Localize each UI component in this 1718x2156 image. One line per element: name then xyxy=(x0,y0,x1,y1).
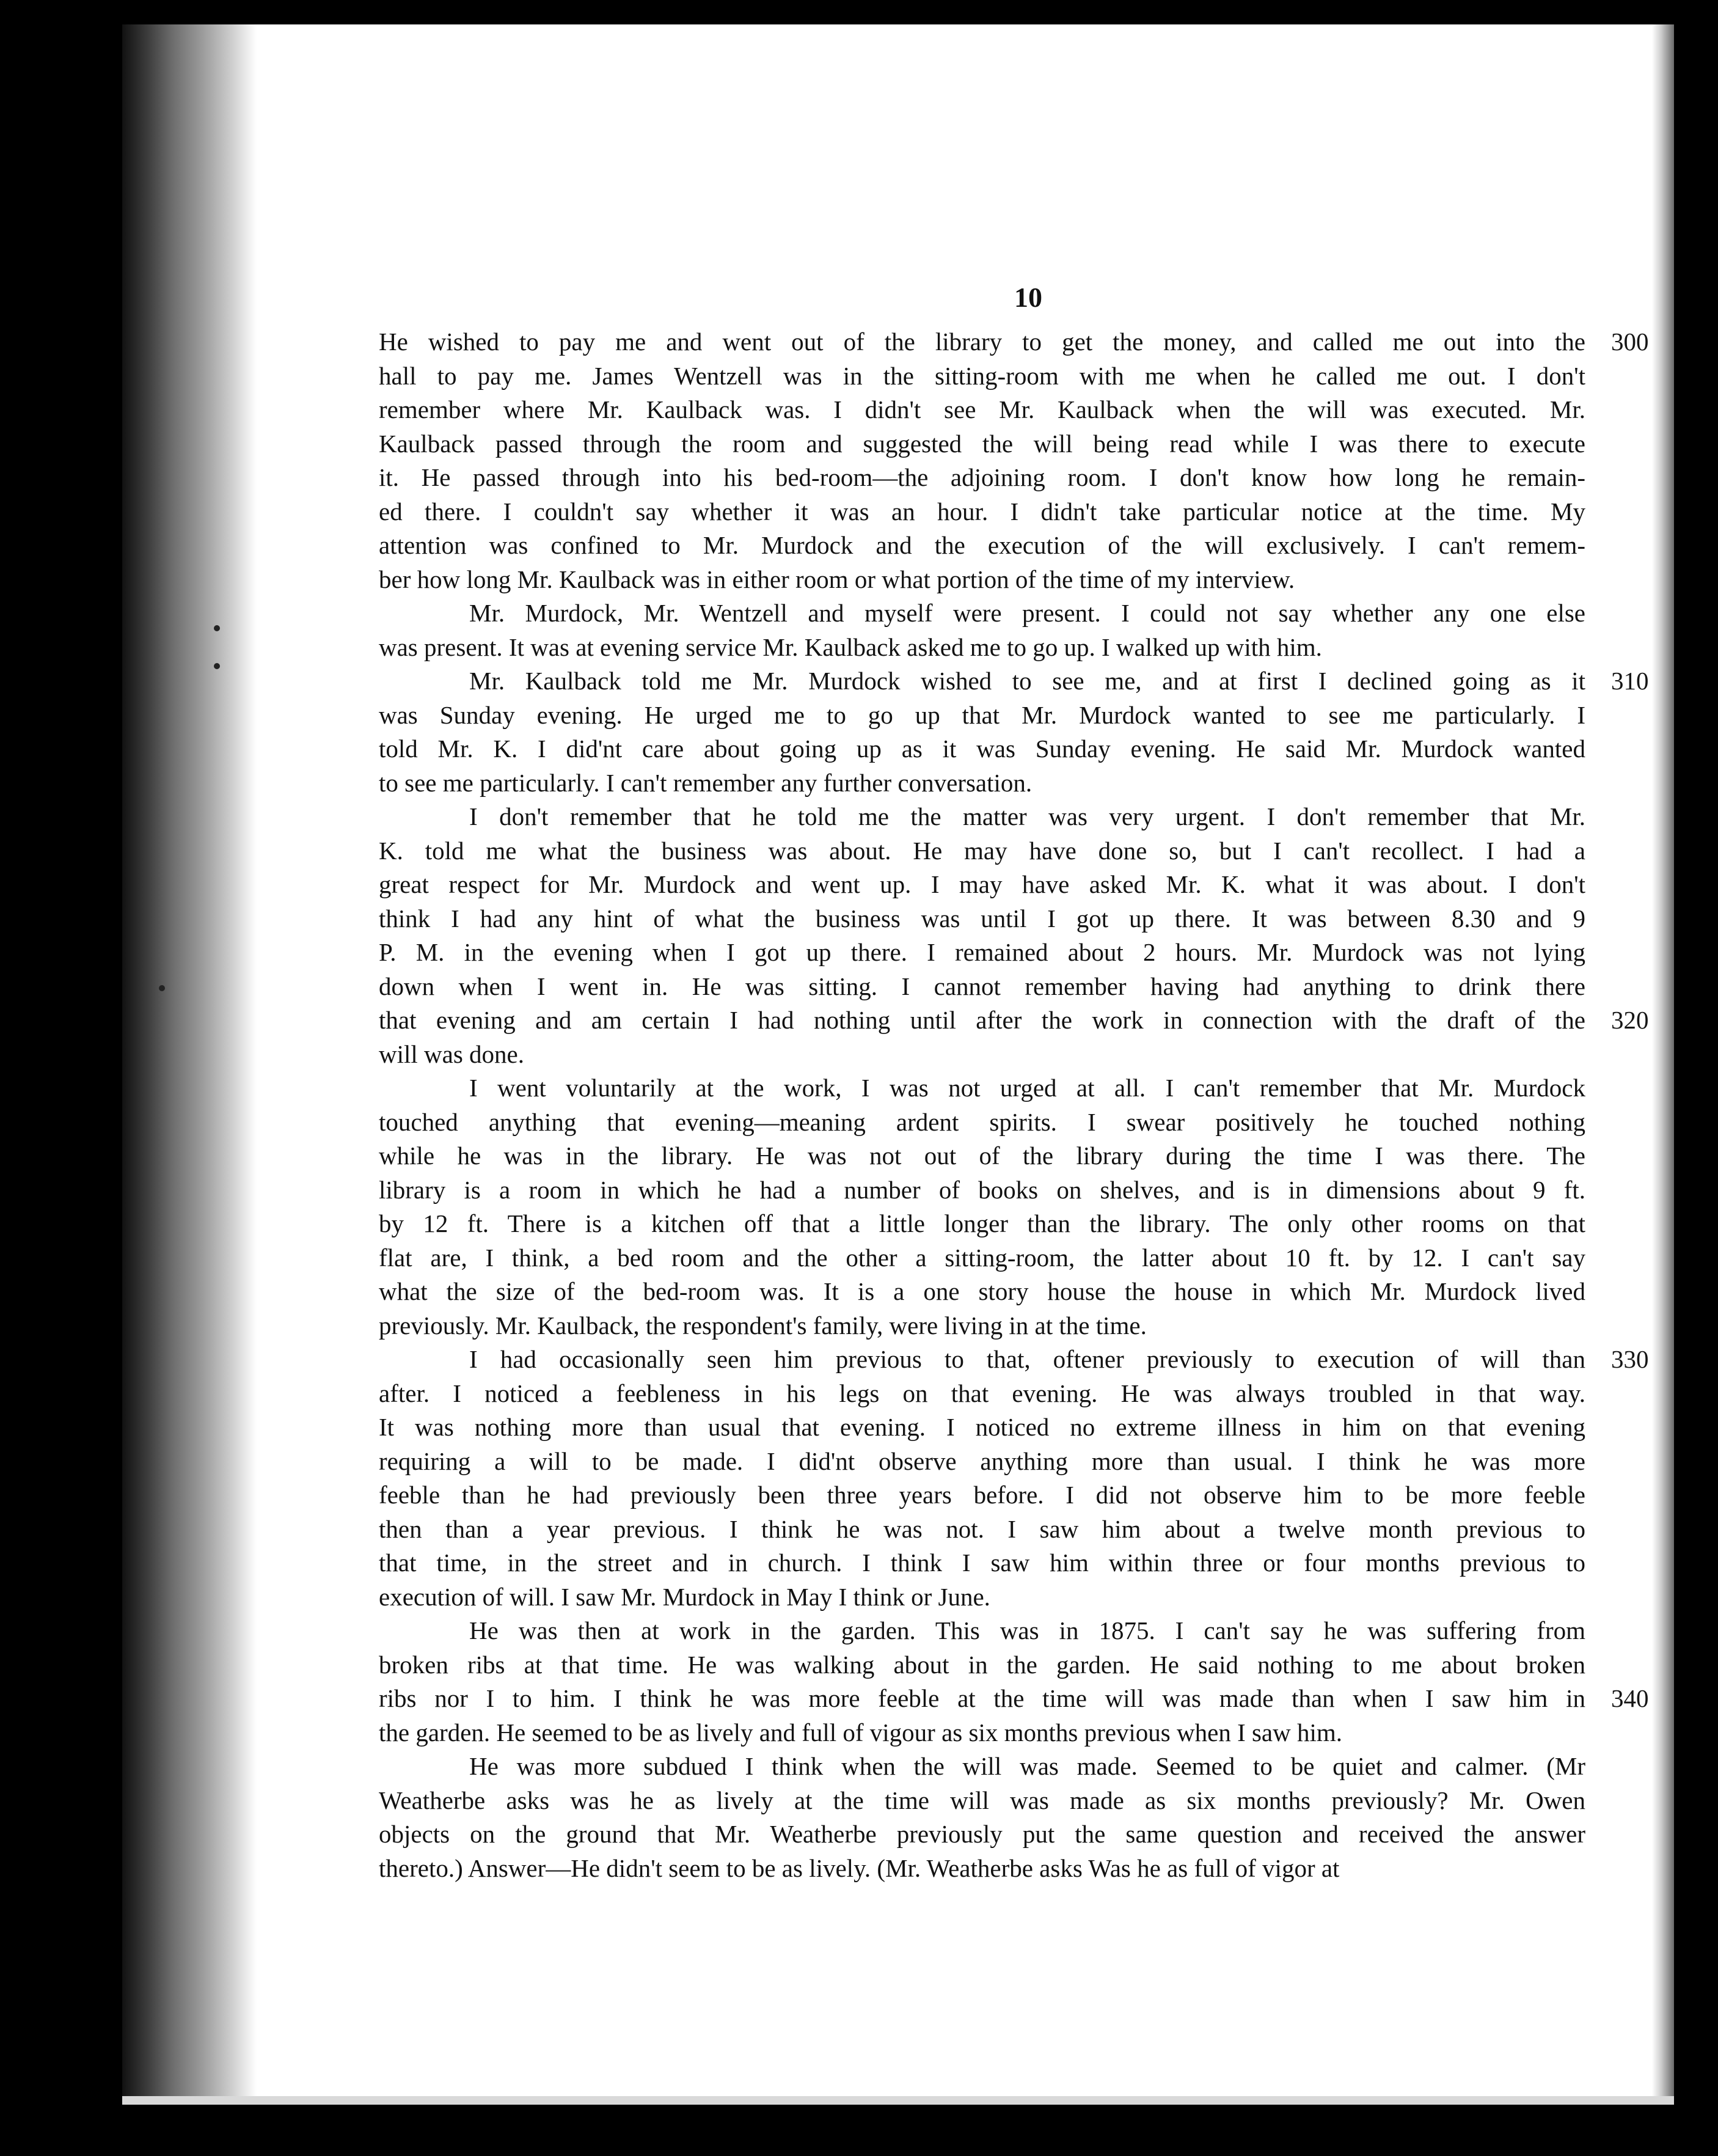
line-text: great respect for Mr. Murdock and went up. I may have asked Mr. K. what it was about. I don't xyxy=(379,870,1585,898)
text-line xyxy=(379,1139,1585,1173)
text-line xyxy=(379,461,1585,495)
text-line xyxy=(379,970,1585,1004)
text-line xyxy=(379,1106,1585,1140)
text-line xyxy=(379,1445,1585,1479)
text-line xyxy=(379,1003,1649,1038)
line-text: broken ribs at that time. He was walking about in the garden. He said nothing to me about broken xyxy=(379,1650,1585,1679)
line-text: then than a year previous. I think he was not. I saw him about a twelve month previous to xyxy=(379,1514,1585,1543)
line-text: it. He passed through into his bed-room—the adjoining room. I don't know how long he remain- xyxy=(379,463,1585,491)
text-line xyxy=(379,1580,1585,1615)
line-text: ed there. I couldn't say whether it was an hour. I didn't take particular notice at the time. My xyxy=(379,497,1585,526)
text-line xyxy=(379,495,1585,529)
text-line xyxy=(379,325,1649,359)
line-text: down when I went in. He was sitting. I cannot remember having had anything to drink there xyxy=(379,972,1585,1000)
text-line xyxy=(379,1546,1585,1580)
page-number: 10 xyxy=(1014,282,1042,313)
text-line xyxy=(379,1784,1585,1818)
line-text: I had occasionally seen him previous to that, oftener previously to execution of will than xyxy=(469,1345,1585,1373)
text-line xyxy=(379,359,1585,394)
text-line xyxy=(379,834,1585,868)
line-text: will was done. xyxy=(379,1040,524,1068)
line-text: objects on the ground that Mr. Weatherbe previously put the same question and received the answer xyxy=(379,1820,1585,1848)
line-text: I don't remember that he told me the matter was very urgent. I don't remember that Mr. xyxy=(469,802,1585,831)
line-text: K. told me what the business was about. He may have done so, but I can't recollect. I had a xyxy=(379,836,1585,865)
line-text: thereto.) Answer—He didn't seem to be as lively. (Mr. Weatherbe asks Was he as full of vigor at xyxy=(379,1854,1340,1882)
line-text: Mr. Murdock, Mr. Wentzell and myself were present. I could not say whether any one else xyxy=(469,599,1585,627)
line-text: to see me particularly. I can't remember any further conversation. xyxy=(379,768,1033,797)
line-text: was present. It was at evening service Mr. Kaulback asked me to go up. I walked up with him. xyxy=(379,632,1322,661)
text-line xyxy=(379,427,1585,461)
line-text: told Mr. K. I did'nt care about going up as it was Sunday evening. He said Mr. Murdock wanted xyxy=(379,735,1585,763)
text-line xyxy=(379,1241,1585,1275)
text-line xyxy=(379,1716,1585,1750)
line-text: while he was in the library. He was not out of the library during the time I was there. The xyxy=(379,1142,1585,1170)
text-line xyxy=(379,1275,1585,1309)
text-line xyxy=(379,1817,1585,1852)
line-text: what the size of the bed-room was. It is a one story house the house in which Mr. Murdock lived xyxy=(379,1277,1585,1305)
text-line xyxy=(379,1207,1585,1241)
text-line xyxy=(379,596,1585,631)
page-bottom-edge xyxy=(122,2096,1674,2105)
line-text: feeble than he had previously been three years before. I did not observe him to be more feeble xyxy=(379,1481,1585,1509)
line-text: Kaulback passed through the room and suggested the will being read while I was there to execute xyxy=(379,429,1585,458)
margin-mark xyxy=(214,663,220,669)
text-line xyxy=(379,1750,1585,1784)
text-line xyxy=(379,1648,1585,1682)
text-line xyxy=(379,529,1585,563)
line-text: after. I noticed a feebleness in his legs on that evening. He was always troubled in that way. xyxy=(379,1379,1585,1407)
line-text: the garden. He seemed to be as lively and full of vigour as six months previous when I saw him. xyxy=(379,1718,1343,1747)
document-page xyxy=(122,24,1674,2105)
text-line xyxy=(379,1478,1585,1513)
text-line xyxy=(379,1343,1649,1377)
text-line xyxy=(379,732,1585,766)
line-text: hall to pay me. James Wentzell was in the sitting-room with me when he called me out. I don't xyxy=(379,361,1585,390)
line-text: that time, in the street and in church. I think I saw him within three or four months previous to xyxy=(379,1549,1585,1577)
line-number: 330 xyxy=(1611,1345,1649,1373)
text-line xyxy=(379,1309,1585,1343)
binding-shadow xyxy=(122,24,257,2105)
line-text: previously. Mr. Kaulback, the respondent's family, were living in at the time. xyxy=(379,1311,1147,1340)
text-line xyxy=(379,563,1585,597)
text-line xyxy=(379,664,1649,698)
line-text: It was nothing more than usual that evening. I noticed no extreme illness in him on that evening xyxy=(379,1413,1585,1441)
text-line xyxy=(379,1038,1585,1072)
text-line xyxy=(379,1682,1649,1716)
document-body xyxy=(379,325,1649,1885)
line-text: He was more subdued I think when the will was made. Seemed to be quiet and calmer. (Mr xyxy=(469,1752,1585,1780)
text-line xyxy=(379,1173,1585,1208)
line-text: I went voluntarily at the work, I was not urged at all. I can't remember that Mr. Murdock xyxy=(469,1074,1585,1102)
text-line xyxy=(379,936,1585,970)
line-text: ber how long Mr. Kaulback was in either room or what portion of the time of my interview. xyxy=(379,565,1295,593)
text-line xyxy=(379,698,1585,733)
line-number: 310 xyxy=(1611,667,1649,695)
margin-mark xyxy=(214,625,220,631)
line-number: 340 xyxy=(1611,1684,1649,1712)
text-line xyxy=(379,631,1585,665)
line-text: think I had any hint of what the business was until I got up there. It was between 8.30 and 9 xyxy=(379,904,1585,933)
line-text: Weatherbe asks was he as lively at the time will was made as six months previously? Mr. Owen xyxy=(379,1786,1585,1814)
line-text: Mr. Kaulback told me Mr. Murdock wished to see me, and at first I declined going as it xyxy=(469,667,1585,695)
text-line xyxy=(379,1071,1585,1106)
line-text: touched anything that evening—meaning ardent spirits. I swear positively he touched nothing xyxy=(379,1107,1585,1136)
line-text: He was then at work in the garden. This was in 1875. I can't say he was suffering from xyxy=(469,1616,1585,1645)
line-text: flat are, I think, a bed room and the other a sitting-room, the latter about 10 ft. by 12. I can't say xyxy=(379,1243,1585,1272)
text-line xyxy=(379,1614,1585,1648)
page-edge-shadow xyxy=(1652,24,1674,2105)
text-line xyxy=(379,1377,1585,1411)
line-text: remember where Mr. Kaulback was. I didn't see Mr. Kaulback when the will was executed. Mr. xyxy=(379,395,1585,424)
line-text: by 12 ft. There is a kitchen off that a little longer than the library. The only other rooms on that xyxy=(379,1209,1585,1238)
line-text: requiring a will to be made. I did'nt observe anything more than usual. I think he was more xyxy=(379,1447,1585,1475)
line-text: ribs nor I to him. I think he was more feeble at the time will was made than when I saw him in xyxy=(379,1684,1585,1712)
line-text: that evening and am certain I had nothing until after the work in connection with the draft of the xyxy=(379,1006,1585,1034)
text-line xyxy=(379,1513,1585,1547)
text-line xyxy=(379,1852,1585,1886)
line-text: attention was confined to Mr. Murdock and the execution of the will exclusively. I can't remem- xyxy=(379,531,1585,559)
text-line xyxy=(379,902,1585,936)
text-line xyxy=(379,766,1585,801)
line-text: execution of will. I saw Mr. Murdock in May I think or June. xyxy=(379,1582,990,1611)
text-line xyxy=(379,393,1585,427)
line-text: was Sunday evening. He urged me to go up that Mr. Murdock wanted to see me particularly. I xyxy=(379,700,1585,729)
line-number: 320 xyxy=(1611,1006,1649,1034)
text-line xyxy=(379,800,1585,834)
line-text: library is a room in which he had a number of books on shelves, and is in dimensions about 9 ft. xyxy=(379,1175,1585,1204)
margin-mark xyxy=(159,985,165,991)
text-line xyxy=(379,1410,1585,1445)
text-line xyxy=(379,868,1585,902)
line-text: He wished to pay me and went out of the library to get the money, and called me out into the xyxy=(379,328,1585,356)
line-text: P. M. in the evening when I got up there. I remained about 2 hours. Mr. Murdock was not lying xyxy=(379,938,1585,966)
line-number: 300 xyxy=(1611,328,1649,356)
